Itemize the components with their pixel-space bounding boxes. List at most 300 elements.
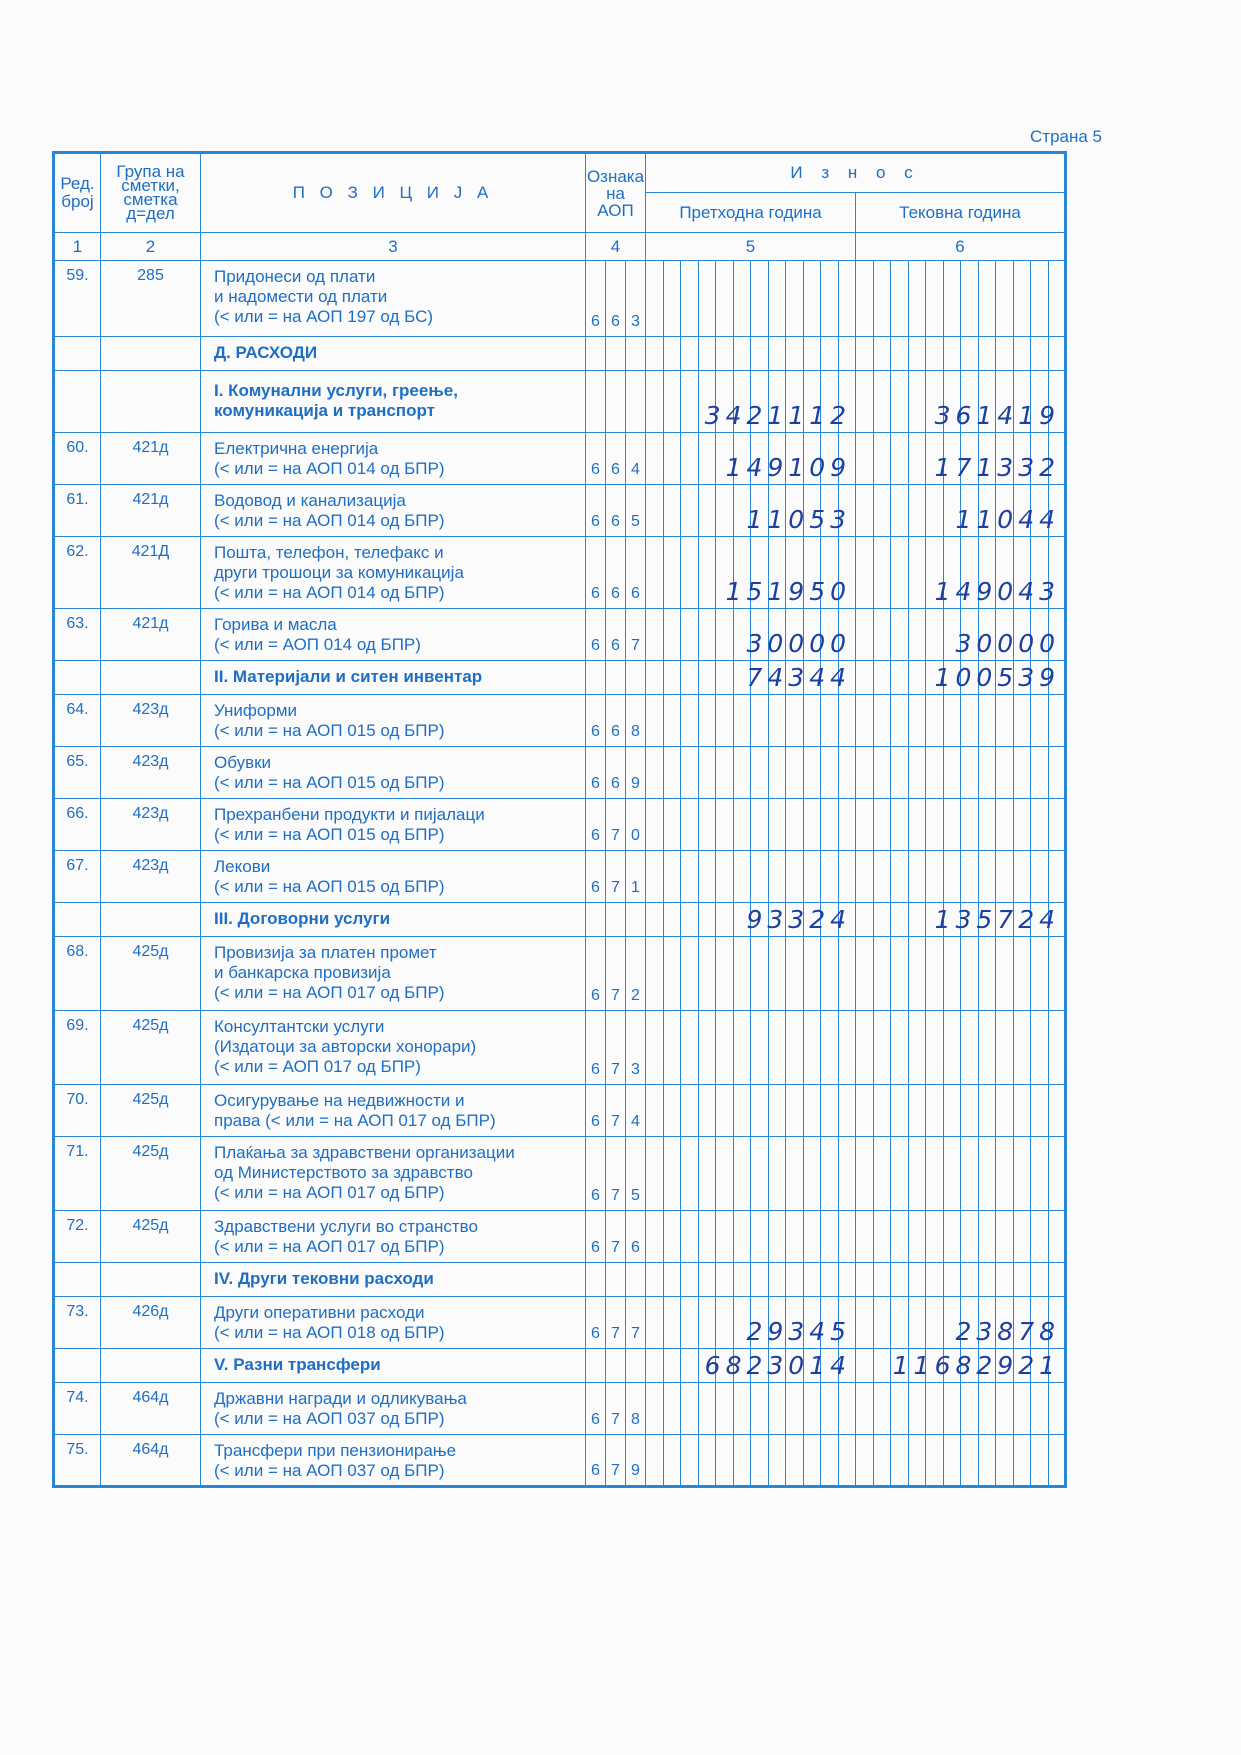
amount-digit-cell (943, 1263, 961, 1297)
aop-digit (626, 1349, 646, 1383)
amount-digit-cell (978, 1085, 996, 1137)
amount-digit-cell (1048, 1383, 1066, 1435)
amount-digit-cell (768, 337, 786, 371)
aop-digit (606, 1263, 626, 1297)
amount-digit-cell (786, 937, 804, 1011)
amount-digit-cell (681, 1263, 699, 1297)
amount-digit-cell (908, 937, 926, 1011)
amount-digit-cell (786, 799, 804, 851)
amount-digit-cell (716, 1435, 734, 1487)
amount-digit-cell (821, 337, 839, 371)
amount-digit-cell (908, 371, 926, 433)
account-group: 425д (101, 1085, 201, 1137)
amount-digit-cell (955, 485, 1066, 537)
amount-digit-cell (838, 1011, 856, 1085)
account-group: 423д (101, 799, 201, 851)
amount-digit-cell (1048, 1011, 1066, 1085)
amount-digit-cell (838, 1137, 856, 1211)
aop-digit: 6 (586, 1011, 606, 1085)
amount-digit-cell (961, 1435, 979, 1487)
account-group: 423д (101, 851, 201, 903)
header-amount: И з н о с (646, 153, 1066, 193)
amount-digit-cell (908, 1211, 926, 1263)
amount-digit-cell (751, 1383, 769, 1435)
amount-digit-cell (926, 1011, 944, 1085)
amount-digit-cell (768, 747, 786, 799)
amount-digit-cell (926, 337, 944, 371)
amount-digit-cell (961, 261, 979, 337)
amount-digit-cell (838, 1211, 856, 1263)
amount-digit-cell (892, 1349, 1066, 1383)
amount-digit-cell (1048, 1211, 1066, 1263)
amount-digit-cell (838, 937, 856, 1011)
amount-digit-cell (926, 1435, 944, 1487)
aop-digit: 6 (586, 695, 606, 747)
amount-digit-cell (786, 1137, 804, 1211)
amount-digit-cell (1013, 937, 1031, 1011)
amount-digit-cell (663, 609, 681, 661)
column-number-row (54, 233, 1066, 261)
amount-digit-cell (943, 261, 961, 337)
amount-digit-cell (1031, 799, 1049, 851)
amount-digit-cell (908, 661, 926, 695)
amount-digit-cell (821, 1263, 839, 1297)
amount-digit-cell (908, 799, 926, 851)
amount-digit-cell (663, 1211, 681, 1263)
amount-digit-cell (978, 1011, 996, 1085)
amount-digit-cell (838, 1383, 856, 1435)
aop-digit: 6 (586, 851, 606, 903)
position-description: Консултантски услуги (Издатоци за авторски хонорари) (< или = АОП 017 од БПР) (201, 1011, 586, 1085)
amount-digit-cell (821, 799, 839, 851)
amount-digit-cell (1048, 337, 1066, 371)
row-number: 67. (54, 851, 101, 903)
amount-digit-cell (716, 485, 734, 537)
row-number (54, 371, 101, 433)
amount-digit-cell (961, 1211, 979, 1263)
amount-digit-cell (1031, 695, 1049, 747)
row-number: 75. (54, 1435, 101, 1487)
amount-digit-cell (663, 1383, 681, 1435)
amount-digit-cell (891, 1137, 909, 1211)
aop-digit (586, 337, 606, 371)
amount-digit-cell (768, 1263, 786, 1297)
section-heading: II. Материјали и ситен инвентар (201, 661, 586, 695)
aop-digit: 6 (586, 1085, 606, 1137)
amount-digit-cell (978, 747, 996, 799)
aop-digit: 6 (586, 485, 606, 537)
amount-digit-cell (873, 1297, 891, 1349)
amount-digit-cell (926, 1211, 944, 1263)
amount-digit-cell (873, 1383, 891, 1435)
amount-digit-cell (681, 747, 699, 799)
aop-digit: 6 (606, 537, 626, 609)
amount-digit-cell (873, 485, 891, 537)
aop-digit: 6 (586, 1297, 606, 1349)
position-description: Државни награди и одликувања (< или = на АОП 037 од БПР) (201, 1383, 586, 1435)
aop-digit: 2 (626, 937, 646, 1011)
amount-digit-cell (934, 661, 1066, 695)
position-description: Плаќања за здравствени организации од Министерството за здравство (< или = на АОП 017 од БПР) (201, 1137, 586, 1211)
amount-digit-cell (891, 1011, 909, 1085)
aop-digit: 7 (626, 1297, 646, 1349)
amount-digit-cell (943, 1137, 961, 1211)
amount-digit-cell (873, 609, 891, 661)
amount-digit-cell (1013, 695, 1031, 747)
amount-digit-cell (733, 747, 751, 799)
aop-digit: 7 (606, 1011, 626, 1085)
amount-digit-cell (1013, 1211, 1031, 1263)
amount-digit-cell (698, 937, 716, 1011)
section-heading: I. Комунални услуги, греење, комуникација и транспорт (201, 371, 586, 433)
table-row (54, 1435, 1066, 1487)
amount-digit-cell (681, 1435, 699, 1487)
amount-digit-cell (681, 903, 699, 937)
amount-digit-cell (856, 747, 874, 799)
account-group (101, 903, 201, 937)
amount-digit-cell (646, 261, 664, 337)
amount-digit-cell (663, 1011, 681, 1085)
amount-digit-cell (803, 1011, 821, 1085)
amount-digit-cell (768, 1085, 786, 1137)
amount-digit-cell (996, 851, 1014, 903)
section-heading: Д. РАСХОДИ (201, 337, 586, 371)
account-group: 421д (101, 609, 201, 661)
amount-digit-cell (926, 1383, 944, 1435)
aop-digit: 7 (606, 1211, 626, 1263)
amount-digit-cell (716, 1383, 734, 1435)
amount-digit-cell (768, 937, 786, 1011)
amount-digit-cell (646, 937, 664, 1011)
table-row (54, 851, 1066, 903)
amount-digit-cell (698, 433, 716, 485)
amount-digit-cell (1013, 1435, 1031, 1487)
position-description: Провизија за платен промет и банкарска провизија (< или = на АОП 017 од БПР) (201, 937, 586, 1011)
column-number: 4 (586, 233, 646, 261)
amount-digit-cell (803, 1263, 821, 1297)
amount-digit-cell (1031, 937, 1049, 1011)
table-row (54, 609, 1066, 661)
amount-digit-cell (663, 747, 681, 799)
table-row (54, 1349, 1066, 1383)
amount-digit-cell (646, 609, 664, 661)
amount-digit-cell (681, 337, 699, 371)
aop-digit: 7 (606, 1297, 626, 1349)
row-number: 61. (54, 485, 101, 537)
amount-digit-cell (978, 261, 996, 337)
amount-digit-cell (681, 1349, 699, 1383)
amount-digit-cell (681, 485, 699, 537)
amount-digit-cell (803, 851, 821, 903)
amount-digit-cell (926, 1297, 944, 1349)
amount-digit-cell (663, 537, 681, 609)
aop-digit: 6 (586, 261, 606, 337)
section-heading: V. Разни трансфери (201, 1349, 586, 1383)
amount-digit-cell (751, 1011, 769, 1085)
amount-digit-cell (996, 695, 1014, 747)
amount-digit-cell (803, 261, 821, 337)
table-row (54, 1263, 1066, 1297)
amount-digit-cell (838, 261, 856, 337)
amount-digit-cell (663, 261, 681, 337)
amount-digit-cell (856, 1435, 874, 1487)
column-number: 3 (201, 233, 586, 261)
amount-digit-cell (803, 747, 821, 799)
amount-digit-cell (873, 661, 891, 695)
aop-digit: 1 (626, 851, 646, 903)
aop-digit: 7 (606, 851, 626, 903)
amount-digit-cell (786, 261, 804, 337)
amount-digit-cell (716, 337, 734, 371)
position-description: Електрична енергија (< или = на АОП 014 од БПР) (201, 433, 586, 485)
aop-digit: 8 (626, 695, 646, 747)
section-heading: III. Договорни услуги (201, 903, 586, 937)
table-row (54, 661, 1066, 695)
amount-digit-cell (821, 1383, 839, 1435)
amount-digit-cell (646, 903, 664, 937)
amount-digit-cell (1048, 695, 1066, 747)
amount-digit-cell (733, 1383, 751, 1435)
amount-digit-cell (856, 851, 874, 903)
amount-digit-cell (803, 1211, 821, 1263)
amount-digit-cell (926, 799, 944, 851)
amount-digit-cell (908, 261, 926, 337)
amount-digit-cell (996, 747, 1014, 799)
amount-digit-cell (786, 1085, 804, 1137)
aop-digit: 6 (586, 1383, 606, 1435)
account-group: 423д (101, 695, 201, 747)
amount-digit-cell (698, 609, 716, 661)
amount-digit-cell (681, 851, 699, 903)
amount-digit-cell (716, 695, 734, 747)
amount-digit-cell (873, 261, 891, 337)
amount-digit-cell (891, 937, 909, 1011)
amount-digit-cell (1013, 1085, 1031, 1137)
amount-digit-cell (891, 695, 909, 747)
header-previous-year: Претходна година (646, 193, 856, 233)
aop-digit (606, 1349, 626, 1383)
account-group: 425д (101, 1011, 201, 1085)
amount-digit-cell (768, 1211, 786, 1263)
row-number: 65. (54, 747, 101, 799)
row-number: 62. (54, 537, 101, 609)
amount-digit-cell (746, 485, 856, 537)
amount-digit-cell (873, 337, 891, 371)
account-group: 421д (101, 433, 201, 485)
aop-digit: 7 (606, 1435, 626, 1487)
aop-digit: 6 (606, 695, 626, 747)
amount-digit-cell (733, 1085, 751, 1137)
amount-digit-cell (733, 937, 751, 1011)
row-number: 60. (54, 433, 101, 485)
amount-digit-cell (996, 337, 1014, 371)
amount-digit-cell (716, 261, 734, 337)
amount-digit-cell (996, 1383, 1014, 1435)
aop-digit: 6 (586, 799, 606, 851)
amount-digit-cell (856, 485, 874, 537)
amount-digit-cell (1013, 851, 1031, 903)
position-description: Обувки (< или = на АОП 015 од БПР) (201, 747, 586, 799)
amount-digit-cell (751, 695, 769, 747)
account-group: 425д (101, 937, 201, 1011)
amount-digit-cell (873, 371, 891, 433)
amount-digit-cell (856, 371, 874, 433)
amount-digit-cell (768, 1011, 786, 1085)
amount-digit-cell (663, 1263, 681, 1297)
amount-digit-cell (663, 1435, 681, 1487)
table-row (54, 937, 1066, 1011)
amount-digit-cell (908, 747, 926, 799)
amount-digit-cell (698, 903, 716, 937)
amount-digit-cell (716, 747, 734, 799)
amount-digit-cell (856, 1263, 874, 1297)
amount-digit-cell (908, 337, 926, 371)
amount-digit-cell (646, 1085, 664, 1137)
amount-digit-cell (716, 1211, 734, 1263)
amount-digit-cell (698, 1435, 716, 1487)
row-number: 69. (54, 1011, 101, 1085)
row-number (54, 1263, 101, 1297)
amount-digit-cell (1031, 337, 1049, 371)
amount-digit-cell (856, 537, 874, 609)
aop-digit: 7 (606, 937, 626, 1011)
amount-digit-cell (891, 337, 909, 371)
row-number: 73. (54, 1297, 101, 1349)
amount-digit-cell (838, 851, 856, 903)
amount-digit-cell (1013, 1383, 1031, 1435)
amount-digit-cell (961, 337, 979, 371)
amount-digit-cell (681, 1011, 699, 1085)
table-row (54, 433, 1066, 485)
amount-digit-cell (646, 695, 664, 747)
amount-digit-cell (856, 261, 874, 337)
amount-digit-cell (996, 1137, 1014, 1211)
amount-digit-cell (873, 1211, 891, 1263)
previous-year-amount: 3421112 (704, 401, 852, 430)
amount-digit-cell (943, 1211, 961, 1263)
aop-digit: 7 (606, 1085, 626, 1137)
table-row (54, 537, 1066, 609)
amount-digit-cell (698, 695, 716, 747)
amount-digit-cell (961, 1383, 979, 1435)
position-description: Други оперативни расходи (< или = на АОП 018 од БПР) (201, 1297, 586, 1349)
amount-digit-cell (698, 799, 716, 851)
amount-digit-cell (704, 1349, 856, 1383)
amount-digit-cell (768, 1435, 786, 1487)
amount-digit-cell (1048, 1263, 1066, 1297)
header-account-group: Група на сметки, сметка д=дел (101, 153, 201, 233)
amount-digit-cell (681, 1297, 699, 1349)
amount-digit-cell (768, 695, 786, 747)
amount-digit-cell (961, 695, 979, 747)
aop-digit: 6 (626, 537, 646, 609)
amount-digit-cell (733, 1435, 751, 1487)
amount-digit-cell (716, 1011, 734, 1085)
amount-digit-cell (663, 485, 681, 537)
amount-digit-cell (821, 1011, 839, 1085)
amount-digit-cell (698, 1297, 716, 1349)
amount-digit-cell (978, 695, 996, 747)
amount-digit-cell (1048, 937, 1066, 1011)
amount-digit-cell (1031, 851, 1049, 903)
amount-digit-cell (698, 1085, 716, 1137)
amount-digit-cell (646, 1011, 664, 1085)
amount-digit-cell (1048, 747, 1066, 799)
amount-digit-cell (908, 485, 926, 537)
amount-digit-cell (978, 1383, 996, 1435)
table-row (54, 1085, 1066, 1137)
amount-digit-cell (856, 661, 874, 695)
amount-digit-cell (786, 1263, 804, 1297)
amount-digit-cell (856, 695, 874, 747)
aop-digit: 9 (626, 1435, 646, 1487)
amount-digit-cell (663, 695, 681, 747)
amount-digit-cell (996, 937, 1014, 1011)
aop-digit (606, 661, 626, 695)
amount-digit-cell (786, 337, 804, 371)
aop-digit: 7 (606, 1383, 626, 1435)
amount-digit-cell (663, 1349, 681, 1383)
amount-digit-cell (751, 799, 769, 851)
amount-digit-cell (856, 1211, 874, 1263)
amount-digit-cell (908, 1435, 926, 1487)
amount-digit-cell (856, 337, 874, 371)
row-number (54, 337, 101, 371)
amount-digit-cell (926, 261, 944, 337)
account-group (101, 337, 201, 371)
aop-digit: 6 (586, 433, 606, 485)
amount-digit-cell (996, 1211, 1014, 1263)
account-group: 425д (101, 1211, 201, 1263)
amount-digit-cell (821, 937, 839, 1011)
amount-digit-cell (856, 903, 874, 937)
amount-digit-cell (926, 937, 944, 1011)
amount-digit-cell (908, 903, 926, 937)
amount-digit-cell (681, 371, 699, 433)
amount-digit-cell (646, 1211, 664, 1263)
amount-digit-cell (733, 1137, 751, 1211)
amount-digit-cell (751, 1435, 769, 1487)
account-group: 426д (101, 1297, 201, 1349)
amount-digit-cell (926, 695, 944, 747)
amount-digit-cell (873, 937, 891, 1011)
amount-digit-cell (803, 937, 821, 1011)
amount-digit-cell (978, 1137, 996, 1211)
current-year-amount: 23878 (955, 1317, 1061, 1346)
amount-digit-cell (943, 695, 961, 747)
header-ordinal-number: Ред. број (54, 153, 101, 233)
row-number: 66. (54, 799, 101, 851)
amount-digit-cell (1048, 1085, 1066, 1137)
amount-digit-cell (663, 851, 681, 903)
amount-digit-cell (663, 1137, 681, 1211)
amount-digit-cell (943, 799, 961, 851)
amount-digit-cell (663, 661, 681, 695)
previous-year-amount: 11053 (746, 505, 852, 534)
amount-digit-cell (751, 937, 769, 1011)
amount-digit-cell (646, 337, 664, 371)
row-number: 64. (54, 695, 101, 747)
amount-digit-cell (926, 1085, 944, 1137)
amount-digit-cell (908, 537, 926, 609)
aop-digit: 6 (626, 1211, 646, 1263)
row-number: 63. (54, 609, 101, 661)
account-group: 423д (101, 747, 201, 799)
amount-digit-cell (961, 1137, 979, 1211)
account-group (101, 1349, 201, 1383)
current-year-amount: 100539 (934, 663, 1061, 692)
amount-digit-cell (908, 609, 926, 661)
